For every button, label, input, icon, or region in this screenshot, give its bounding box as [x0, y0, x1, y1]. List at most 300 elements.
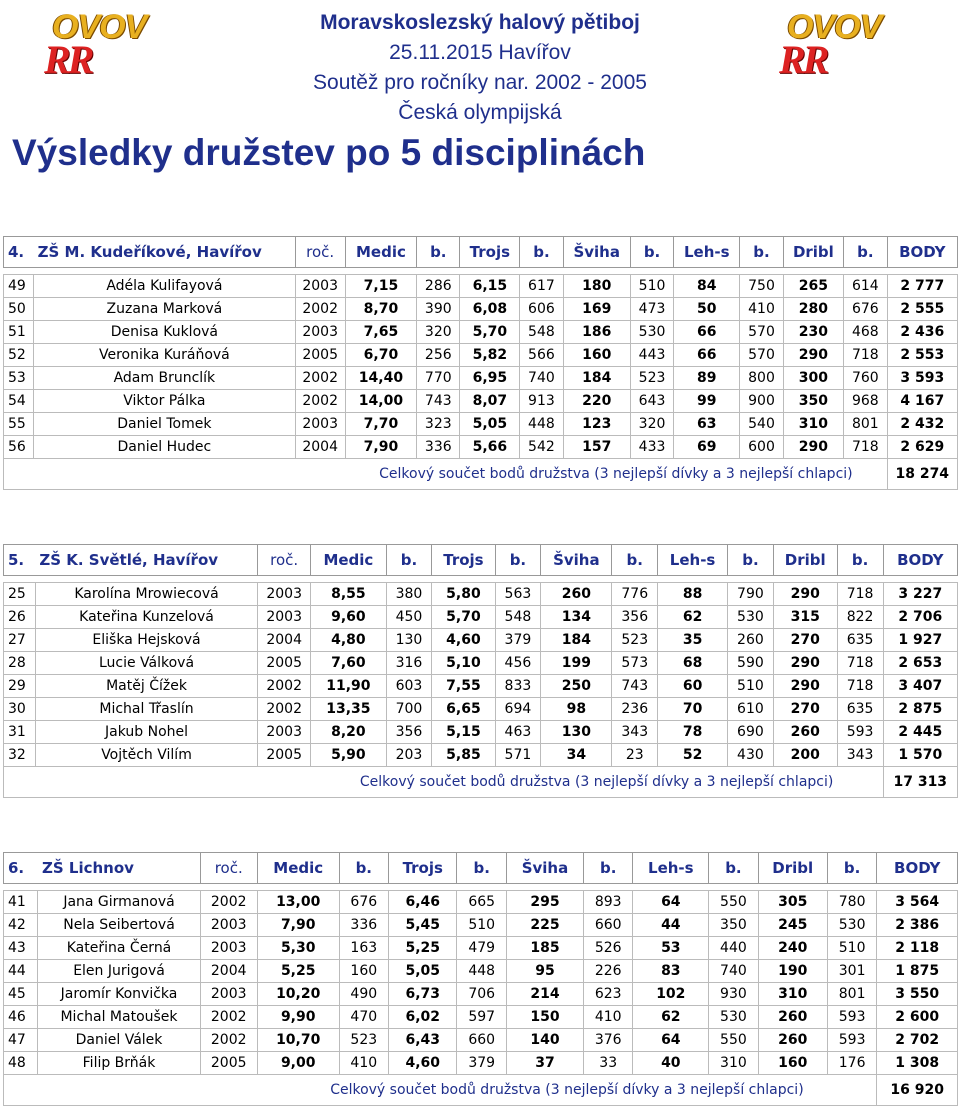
- table-row: [4, 321, 958, 344]
- table-row: [4, 275, 958, 298]
- table-cell: 4,60: [389, 1052, 457, 1075]
- event-name: Moravskoslezský halový pětiboj: [320, 11, 640, 34]
- table-cell: 548: [520, 321, 563, 344]
- table-cell: 300: [783, 367, 843, 390]
- table-cell: 593: [827, 1006, 877, 1029]
- table-cell: 5,70: [432, 606, 495, 629]
- table-cell: 510: [728, 675, 774, 698]
- table-cell: 2 706: [883, 606, 957, 629]
- table-cell: 5,66: [460, 436, 520, 459]
- table-cell: 2 653: [883, 652, 957, 675]
- table-cell: 23: [612, 744, 658, 767]
- table-cell: 5,30: [257, 937, 339, 960]
- table-cell: 718: [837, 583, 883, 606]
- table-cell: 470: [339, 1006, 389, 1029]
- table-row: [4, 436, 958, 459]
- table-cell: Nela Seibertová: [38, 914, 200, 937]
- table-cell: 2002: [258, 675, 311, 698]
- table-cell: 310: [783, 413, 843, 436]
- table-cell: 54: [4, 390, 34, 413]
- table-cell: 11,90: [311, 675, 386, 698]
- table-cell: 310: [709, 1052, 759, 1075]
- table-cell: 310: [758, 983, 827, 1006]
- table-cell: 530: [728, 606, 774, 629]
- team-total-label: Celkový součet bodů družstva (3 nejlepší dívky a 3 nejlepší chlapci): [257, 1075, 877, 1106]
- table-cell: 336: [417, 436, 460, 459]
- table-cell: 6,70: [345, 344, 416, 367]
- table-row: [4, 744, 958, 767]
- column-header-dribl: Dribl: [758, 853, 827, 884]
- table-row: [4, 606, 958, 629]
- column-header-roc: roč.: [295, 237, 345, 268]
- table-cell: 597: [457, 1006, 507, 1029]
- table-cell: 750: [740, 275, 783, 298]
- table-row: [4, 721, 958, 744]
- table-cell: 186: [563, 321, 630, 344]
- table-cell: 9,00: [257, 1052, 339, 1075]
- table-cell: 2003: [200, 937, 257, 960]
- table-cell: 718: [837, 675, 883, 698]
- table-cell: 123: [563, 413, 630, 436]
- table-cell: 523: [612, 629, 658, 652]
- table-cell: 13,35: [311, 698, 386, 721]
- team-total-row: [4, 459, 958, 490]
- table-cell: 320: [417, 321, 460, 344]
- table-cell: 635: [837, 698, 883, 721]
- table-cell: 7,70: [345, 413, 416, 436]
- table-cell: 523: [630, 367, 673, 390]
- table-cell: 64: [633, 891, 709, 914]
- table-cell: 2 555: [887, 298, 957, 321]
- table-cell: 410: [339, 1052, 389, 1075]
- table-cell: 180: [563, 275, 630, 298]
- table-cell: 236: [612, 698, 658, 721]
- table-cell: 5,10: [432, 652, 495, 675]
- table-cell: 603: [386, 675, 432, 698]
- table-cell: 260: [541, 583, 612, 606]
- table-cell: 43: [4, 937, 38, 960]
- column-header-b: b.: [339, 853, 389, 884]
- logo-right: [775, 6, 915, 82]
- table-cell: 225: [506, 914, 583, 937]
- table-cell: 571: [495, 744, 541, 767]
- table-cell: 2 553: [887, 344, 957, 367]
- table-cell: Michal Matoušek: [38, 1006, 200, 1029]
- table-cell: 379: [457, 1052, 507, 1075]
- table-cell: 5,80: [432, 583, 495, 606]
- table-cell: 26: [4, 606, 36, 629]
- table-cell: 10,70: [257, 1029, 339, 1052]
- table-row: [4, 960, 958, 983]
- table-cell: 2 118: [877, 937, 958, 960]
- table-cell: 2003: [295, 321, 345, 344]
- table-cell: 2003: [258, 583, 311, 606]
- table-cell: Filip Brňák: [38, 1052, 200, 1075]
- table-row: [4, 983, 958, 1006]
- table-cell: 200: [773, 744, 837, 767]
- table-cell: 250: [541, 675, 612, 698]
- column-header-medic: Medic: [257, 853, 339, 884]
- team-table: [3, 236, 958, 490]
- column-header-b: b.: [520, 237, 563, 268]
- column-header-lehs: Leh-s: [674, 237, 740, 268]
- table-cell: 2005: [200, 1052, 257, 1075]
- column-header-lehs: Leh-s: [633, 853, 709, 884]
- table-cell: 1 308: [877, 1052, 958, 1075]
- table-cell: 6,73: [389, 983, 457, 1006]
- team-header-row: [4, 237, 958, 268]
- column-header-trojs: Trojs: [389, 853, 457, 884]
- team-rank: 4.: [4, 237, 34, 268]
- table-cell: 6,15: [460, 275, 520, 298]
- table-cell: 430: [728, 744, 774, 767]
- table-cell: 286: [417, 275, 460, 298]
- table-cell: 140: [506, 1029, 583, 1052]
- table-cell: Jaromír Konvička: [38, 983, 200, 1006]
- table-cell: 32: [4, 744, 36, 767]
- table-cell: 265: [783, 275, 843, 298]
- table-cell: 64: [633, 1029, 709, 1052]
- table-cell: 2 702: [877, 1029, 958, 1052]
- table-cell: 176: [827, 1052, 877, 1075]
- table-row: [4, 629, 958, 652]
- table-cell: 2 629: [887, 436, 957, 459]
- table-cell: Eliška Hejsková: [35, 629, 257, 652]
- table-cell: 6,65: [432, 698, 495, 721]
- table-cell: 510: [457, 914, 507, 937]
- event-date-place: 25.11.2015 Havířov: [389, 41, 571, 64]
- table-cell: 1 570: [883, 744, 957, 767]
- table-cell: 44: [4, 960, 38, 983]
- column-header-trojs: Trojs: [432, 545, 495, 576]
- table-cell: Jakub Nohel: [35, 721, 257, 744]
- table-row: [4, 1052, 958, 1075]
- table-cell: Viktor Pálka: [34, 390, 295, 413]
- table-cell: 760: [844, 367, 887, 390]
- table-cell: 34: [541, 744, 612, 767]
- column-header-b: b.: [837, 545, 883, 576]
- table-cell: 3 564: [877, 891, 958, 914]
- table-cell: 55: [4, 413, 34, 436]
- table-cell: 66: [674, 344, 740, 367]
- table-cell: 336: [339, 914, 389, 937]
- table-cell: 7,55: [432, 675, 495, 698]
- table-cell: 2003: [200, 983, 257, 1006]
- logo-text-top: OVOV: [52, 8, 147, 46]
- table-cell: Zuzana Marková: [34, 298, 295, 321]
- table-cell: 30: [4, 698, 36, 721]
- table-cell: 743: [612, 675, 658, 698]
- table-cell: 542: [520, 436, 563, 459]
- table-cell: 160: [758, 1052, 827, 1075]
- table-cell: 95: [506, 960, 583, 983]
- event-subtitle: Česká olympijská: [398, 101, 562, 124]
- table-cell: 31: [4, 721, 36, 744]
- table-cell: 295: [506, 891, 583, 914]
- table-cell: 35: [658, 629, 728, 652]
- table-cell: 740: [520, 367, 563, 390]
- table-cell: 523: [339, 1029, 389, 1052]
- table-cell: 510: [827, 937, 877, 960]
- table-cell: 27: [4, 629, 36, 652]
- table-cell: 2 445: [883, 721, 957, 744]
- table-cell: 260: [758, 1006, 827, 1029]
- table-cell: 433: [630, 436, 673, 459]
- table-cell: 214: [506, 983, 583, 1006]
- table-cell: 2003: [258, 721, 311, 744]
- table-row: [4, 1006, 958, 1029]
- table-cell: 379: [495, 629, 541, 652]
- table-cell: 7,90: [257, 914, 339, 937]
- table-cell: 84: [674, 275, 740, 298]
- table-cell: 450: [386, 606, 432, 629]
- table-cell: 610: [728, 698, 774, 721]
- table-cell: 230: [783, 321, 843, 344]
- column-header-dribl: Dribl: [783, 237, 843, 268]
- table-cell: 50: [674, 298, 740, 321]
- table-cell: 44: [633, 914, 709, 937]
- team-total-value: 16 920: [877, 1075, 958, 1106]
- table-cell: 530: [709, 1006, 759, 1029]
- table-cell: 245: [758, 914, 827, 937]
- column-header-sviha: Šviha: [563, 237, 630, 268]
- table-cell: 410: [583, 1006, 633, 1029]
- table-cell: 51: [4, 321, 34, 344]
- table-cell: 570: [740, 321, 783, 344]
- team-total-value: 17 313: [883, 767, 957, 798]
- table-cell: 463: [495, 721, 541, 744]
- table-cell: 473: [630, 298, 673, 321]
- table-cell: Jana Girmanová: [38, 891, 200, 914]
- table-cell: 69: [674, 436, 740, 459]
- table-cell: 706: [457, 983, 507, 1006]
- table-cell: 102: [633, 983, 709, 1006]
- table-cell: 443: [630, 344, 673, 367]
- table-cell: 290: [783, 436, 843, 459]
- table-cell: 456: [495, 652, 541, 675]
- column-header-roc: roč.: [258, 545, 311, 576]
- table-cell: 305: [758, 891, 827, 914]
- table-cell: 900: [740, 390, 783, 413]
- table-cell: 37: [506, 1052, 583, 1075]
- table-cell: 2002: [200, 1006, 257, 1029]
- table-cell: 5,70: [460, 321, 520, 344]
- table-cell: 46: [4, 1006, 38, 1029]
- table-cell: 593: [837, 721, 883, 744]
- team-table: [3, 852, 958, 1106]
- table-cell: 40: [633, 1052, 709, 1075]
- table-cell: Elen Jurigová: [38, 960, 200, 983]
- table-cell: 550: [709, 891, 759, 914]
- team-name: ZŠ K. Světlé, Havířov: [35, 545, 257, 576]
- table-cell: 47: [4, 1029, 38, 1052]
- table-cell: 776: [612, 583, 658, 606]
- table-row: [4, 413, 958, 436]
- table-cell: 184: [541, 629, 612, 652]
- table-cell: 530: [827, 914, 877, 937]
- table-cell: 660: [583, 914, 633, 937]
- table-cell: 635: [837, 629, 883, 652]
- team-total-row: [4, 1075, 958, 1106]
- table-cell: 14,00: [345, 390, 416, 413]
- table-cell: 260: [758, 1029, 827, 1052]
- event-category: Soutěž pro ročníky nar. 2002 - 2005: [313, 71, 647, 94]
- table-cell: 25: [4, 583, 36, 606]
- table-cell: Daniel Hudec: [34, 436, 295, 459]
- table-cell: 1 875: [877, 960, 958, 983]
- table-cell: 50: [4, 298, 34, 321]
- table-cell: 790: [728, 583, 774, 606]
- table-cell: 190: [758, 960, 827, 983]
- table-cell: 83: [633, 960, 709, 983]
- table-cell: 9,60: [311, 606, 386, 629]
- table-cell: 169: [563, 298, 630, 321]
- table-cell: 590: [728, 652, 774, 675]
- table-cell: Kateřina Černá: [38, 937, 200, 960]
- table-cell: 2003: [258, 606, 311, 629]
- table-cell: 62: [633, 1006, 709, 1029]
- table-cell: 801: [844, 413, 887, 436]
- table-cell: 89: [674, 367, 740, 390]
- table-cell: 185: [506, 937, 583, 960]
- table-cell: 6,08: [460, 298, 520, 321]
- table-row: [4, 583, 958, 606]
- table-cell: 5,90: [311, 744, 386, 767]
- table-cell: 1 927: [883, 629, 957, 652]
- table-cell: 70: [658, 698, 728, 721]
- table-cell: Denisa Kuklová: [34, 321, 295, 344]
- column-header-b: b.: [495, 545, 541, 576]
- table-cell: 134: [541, 606, 612, 629]
- table-cell: 2002: [295, 390, 345, 413]
- table-cell: 770: [417, 367, 460, 390]
- table-cell: 315: [773, 606, 837, 629]
- table-cell: 3 593: [887, 367, 957, 390]
- table-cell: 343: [837, 744, 883, 767]
- table-cell: 53: [633, 937, 709, 960]
- table-cell: 256: [417, 344, 460, 367]
- table-cell: 2004: [200, 960, 257, 983]
- table-cell: 6,02: [389, 1006, 457, 1029]
- logo-text-bottom: RR: [44, 37, 92, 82]
- table-row: [4, 914, 958, 937]
- table-cell: 930: [709, 983, 759, 1006]
- table-cell: 6,43: [389, 1029, 457, 1052]
- table-cell: Karolína Mrowiecová: [35, 583, 257, 606]
- table-cell: 356: [386, 721, 432, 744]
- table-cell: 260: [773, 721, 837, 744]
- column-header-b: b.: [612, 545, 658, 576]
- table-row: [4, 390, 958, 413]
- logo-left: [40, 6, 180, 82]
- table-cell: 801: [827, 983, 877, 1006]
- table-row: [4, 698, 958, 721]
- table-cell: 7,60: [311, 652, 386, 675]
- table-cell: 3 407: [883, 675, 957, 698]
- team-table: [3, 544, 958, 798]
- table-cell: 52: [4, 344, 34, 367]
- table-cell: 13,00: [257, 891, 339, 914]
- table-cell: 163: [339, 937, 389, 960]
- team-name: ZŠ Lichnov: [38, 853, 200, 884]
- table-cell: 2002: [258, 698, 311, 721]
- table-cell: 468: [844, 321, 887, 344]
- table-cell: 29: [4, 675, 36, 698]
- table-cell: 718: [844, 344, 887, 367]
- table-cell: 8,55: [311, 583, 386, 606]
- table-cell: 2002: [295, 298, 345, 321]
- table-cell: 150: [506, 1006, 583, 1029]
- column-header-sviha: Šviha: [541, 545, 612, 576]
- table-cell: 700: [386, 698, 432, 721]
- table-cell: 2002: [200, 891, 257, 914]
- page-title: Výsledky družstev po 5 disciplinách: [12, 132, 646, 173]
- team-header-row: [4, 853, 958, 884]
- table-cell: 343: [612, 721, 658, 744]
- table-row: [4, 367, 958, 390]
- column-header-lehs: Leh-s: [658, 545, 728, 576]
- table-cell: 718: [837, 652, 883, 675]
- column-header-b: b.: [728, 545, 774, 576]
- table-cell: 290: [783, 344, 843, 367]
- table-cell: 52: [658, 744, 728, 767]
- table-cell: 56: [4, 436, 34, 459]
- table-cell: Daniel Tomek: [34, 413, 295, 436]
- table-cell: 643: [630, 390, 673, 413]
- table-cell: 320: [630, 413, 673, 436]
- table-cell: 2003: [200, 914, 257, 937]
- table-cell: 448: [457, 960, 507, 983]
- table-cell: 743: [417, 390, 460, 413]
- table-cell: 290: [773, 583, 837, 606]
- table-cell: 356: [612, 606, 658, 629]
- table-cell: 323: [417, 413, 460, 436]
- column-header-body: BODY: [887, 237, 957, 268]
- table-cell: 490: [339, 983, 389, 1006]
- column-header-b: b.: [740, 237, 783, 268]
- table-cell: 2003: [295, 275, 345, 298]
- table-cell: 7,90: [345, 436, 416, 459]
- table-cell: 740: [709, 960, 759, 983]
- table-cell: 226: [583, 960, 633, 983]
- table-cell: 350: [709, 914, 759, 937]
- table-cell: 290: [773, 652, 837, 675]
- table-cell: 2005: [258, 744, 311, 767]
- table-cell: 270: [773, 629, 837, 652]
- table-cell: 833: [495, 675, 541, 698]
- table-cell: 563: [495, 583, 541, 606]
- table-cell: Vojtěch Vilím: [35, 744, 257, 767]
- table-cell: 280: [783, 298, 843, 321]
- table-cell: 270: [773, 698, 837, 721]
- table-cell: 2002: [200, 1029, 257, 1052]
- table-row: [4, 1029, 958, 1052]
- table-cell: 550: [709, 1029, 759, 1052]
- table-cell: 676: [339, 891, 389, 914]
- table-cell: 10,20: [257, 983, 339, 1006]
- table-cell: 160: [563, 344, 630, 367]
- column-header-b: b.: [386, 545, 432, 576]
- table-cell: 220: [563, 390, 630, 413]
- table-cell: 98: [541, 698, 612, 721]
- table-cell: 9,90: [257, 1006, 339, 1029]
- table-cell: 316: [386, 652, 432, 675]
- table-cell: 2 875: [883, 698, 957, 721]
- table-cell: 614: [844, 275, 887, 298]
- table-cell: 350: [783, 390, 843, 413]
- table-cell: 14,40: [345, 367, 416, 390]
- table-cell: 440: [709, 937, 759, 960]
